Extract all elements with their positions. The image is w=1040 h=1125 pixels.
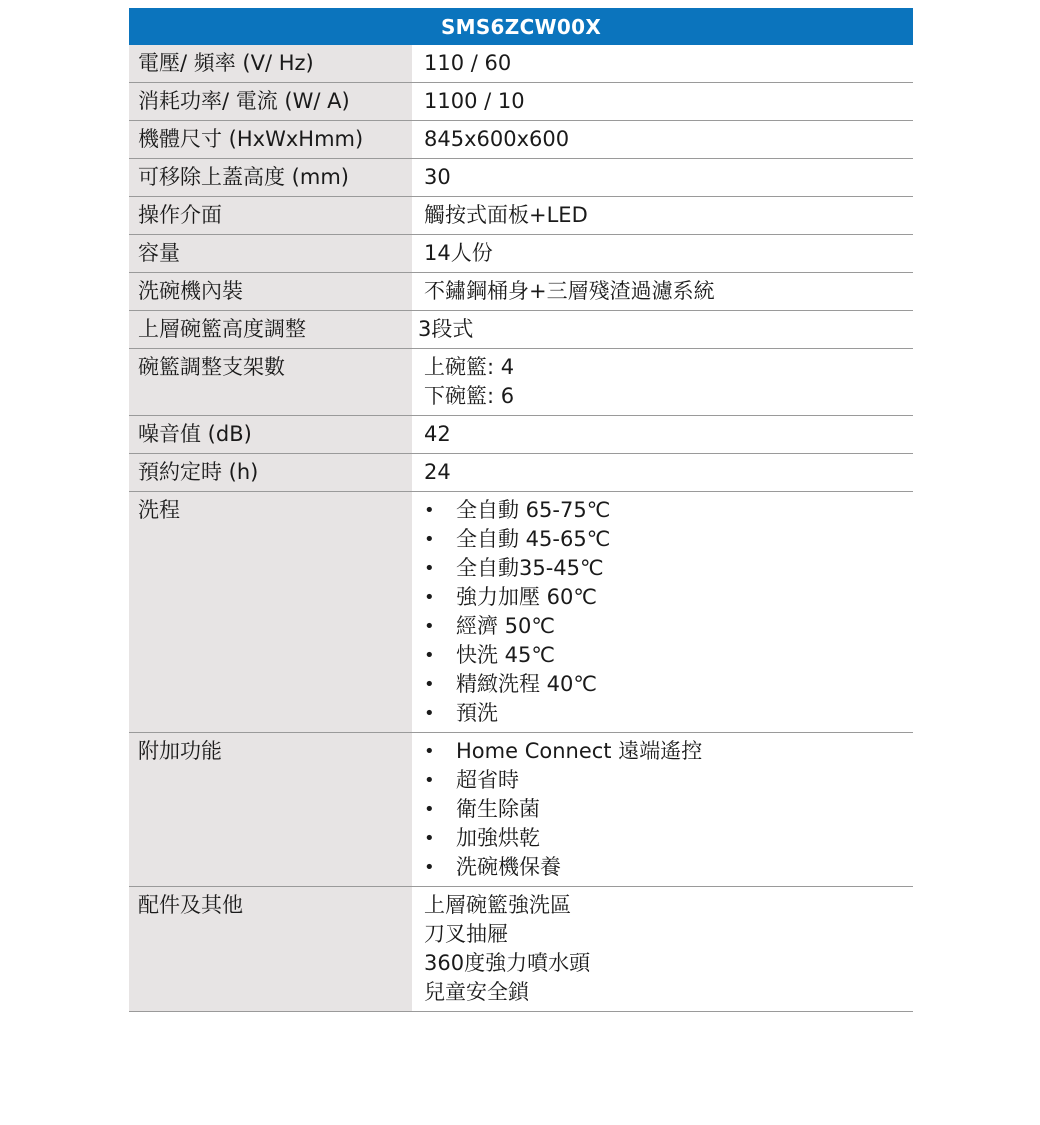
spec-label: 上層碗籃高度調整	[129, 311, 412, 349]
spec-row-interface	[129, 197, 913, 235]
list-item: • 全自動 65-75℃	[424, 496, 905, 525]
spec-value: 30	[412, 159, 913, 197]
list-item: • 全自動 45-65℃	[424, 525, 905, 554]
value-line: 兒童安全鎖	[424, 980, 529, 1004]
spec-row-voltage	[129, 45, 913, 83]
spec-value: 觸按式面板+LED	[412, 197, 913, 235]
spec-label: 配件及其他	[129, 887, 412, 1012]
spec-row-noise	[129, 416, 913, 454]
value-line: 下碗籃: 6	[424, 384, 515, 408]
spec-value	[412, 349, 913, 416]
spec-label: 機體尺寸 (HxWxHmm)	[129, 121, 412, 159]
value-line: 上碗籃: 4	[424, 355, 515, 379]
spec-label: 操作介面	[129, 197, 412, 235]
list-item: • 全自動35-45℃	[424, 554, 905, 583]
model-title: SMS6ZCW00X	[129, 8, 913, 45]
value-line: 上層碗籃強洗區	[424, 893, 571, 917]
spec-value: 845x600x600	[412, 121, 913, 159]
spec-label: 消耗功率/ 電流 (W/ A)	[129, 83, 412, 121]
spec-table	[129, 8, 913, 1012]
spec-row-basket-racks	[129, 349, 913, 416]
list-item: • 經濟 50℃	[424, 612, 905, 641]
header-row	[129, 8, 913, 45]
list-item: • 強力加壓 60℃	[424, 583, 905, 612]
spec-row-programs	[129, 492, 913, 733]
spec-row-interior	[129, 273, 913, 311]
value-line: 刀叉抽屜	[424, 922, 508, 946]
spec-row-lid-height	[129, 159, 913, 197]
list-item: • Home Connect 遠端遙控	[424, 737, 905, 766]
value-line: 360度強力噴水頭	[424, 951, 591, 975]
spec-value: 110 / 60	[412, 45, 913, 83]
spec-value: 3段式	[412, 311, 913, 349]
spec-row-basket-height	[129, 311, 913, 349]
spec-label: 電壓/ 頻率 (V/ Hz)	[129, 45, 412, 83]
spec-value: 14人份	[412, 235, 913, 273]
spec-value	[412, 887, 913, 1012]
spec-label: 碗籃調整支架數	[129, 349, 412, 416]
spec-label: 容量	[129, 235, 412, 273]
spec-value: 不鏽鋼桶身+三層殘渣過濾系統	[412, 273, 913, 311]
spec-value	[412, 733, 913, 887]
program-list	[424, 496, 905, 728]
list-item: • 預洗	[424, 699, 905, 728]
list-item: • 超省時	[424, 766, 905, 795]
spec-value	[412, 492, 913, 733]
spec-label: 洗碗機內裝	[129, 273, 412, 311]
feature-list	[424, 737, 905, 882]
spec-row-capacity	[129, 235, 913, 273]
spec-row-power	[129, 83, 913, 121]
list-item: • 衛生除菌	[424, 795, 905, 824]
spec-value: 1100 / 10	[412, 83, 913, 121]
spec-row-dimensions	[129, 121, 913, 159]
list-item: • 洗碗機保養	[424, 853, 905, 882]
spec-value: 24	[412, 454, 913, 492]
spec-label: 預約定時 (h)	[129, 454, 412, 492]
spec-value: 42	[412, 416, 913, 454]
list-item: • 精緻洗程 40℃	[424, 670, 905, 699]
spec-label: 洗程	[129, 492, 412, 733]
spec-label: 附加功能	[129, 733, 412, 887]
spec-label: 可移除上蓋高度 (mm)	[129, 159, 412, 197]
spec-row-accessories	[129, 887, 913, 1012]
spec-row-features	[129, 733, 913, 887]
list-item: • 加強烘乾	[424, 824, 905, 853]
list-item: • 快洗 45℃	[424, 641, 905, 670]
spec-label: 噪音值 (dB)	[129, 416, 412, 454]
spec-row-delay-timer	[129, 454, 913, 492]
